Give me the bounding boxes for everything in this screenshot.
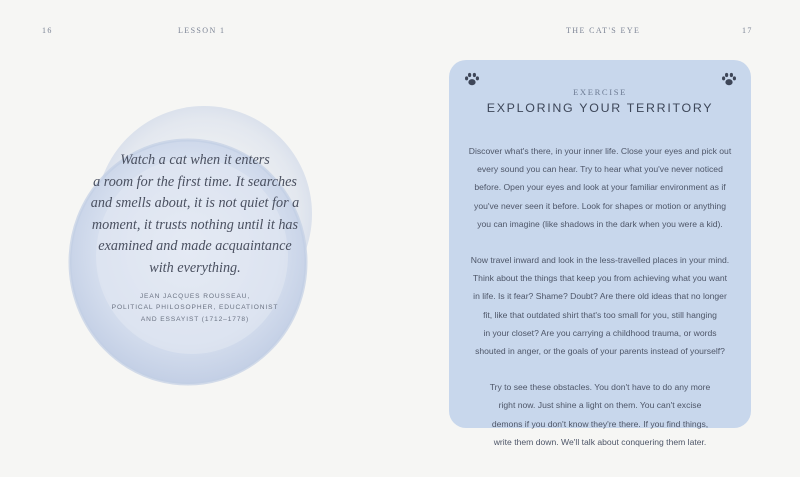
quote-line: examined and made acquaintance	[98, 238, 292, 255]
right-page-number: 17	[742, 26, 753, 35]
exercise-body	[457, 142, 743, 451]
attribution-line: JEAN JACQUES ROUSSEAU,	[139, 292, 251, 300]
quote-line: a room for the first time. It searches	[93, 173, 297, 190]
body-line: you can imagine (like shadows in the dark when you were a kid).	[477, 218, 723, 229]
body-line: Try to see these obstacles. You don't have to do any more	[489, 382, 711, 393]
exercise-paragraph	[457, 251, 743, 360]
exercise-paragraph	[457, 378, 743, 451]
paw-print-icon	[721, 72, 737, 87]
paw-print-icon	[464, 72, 480, 87]
body-line: you've never seen it before. Look for shapes or motion or anything	[474, 200, 726, 211]
body-line: shouted in anger, or the goals of your parents instead of yourself?	[475, 346, 725, 357]
exercise-kicker: EXERCISE	[573, 87, 627, 97]
body-line: Now travel inward and look in the less-travelled places in your mind.	[470, 255, 730, 266]
body-line: in your closet? Are you carrying a childhood trauma, or words	[483, 327, 717, 338]
attribution-line: AND ESSAYIST (1712–1778)	[140, 315, 250, 323]
body-line: right now. Just shine a light on them. You can't excise	[498, 400, 702, 411]
body-line: every sound you can hear. Try to hear what you've never noticed	[477, 164, 723, 175]
body-line: in life. Is it fear? Shame? Doubt? Are there old ideas that no longer	[473, 291, 727, 302]
quote-block	[84, 150, 306, 325]
body-line: Discover what's there, in your inner life. Close your eyes and pick out	[468, 146, 732, 156]
quote-line: moment, it trusts nothing until it has	[91, 216, 299, 233]
attribution-line: POLITICAL PHILOSOPHER, EDUCATIONIST	[111, 304, 279, 312]
quote-line: and smells about, it is not quiet for a	[90, 195, 300, 212]
left-running-head: LESSON 1	[178, 26, 226, 35]
quote-text	[84, 150, 306, 280]
left-page-number: 16	[42, 26, 53, 35]
body-line: fit, like that outdated shirt that's too small for you, still hanging	[483, 309, 717, 320]
quote-line: Watch a cat when it enters	[120, 152, 270, 168]
body-line: write them down. We'll talk about conquering them later.	[493, 436, 707, 447]
right-running-head: THE CAT'S EYE	[566, 26, 641, 35]
exercise-card	[449, 60, 751, 447]
quote-line: with everything.	[149, 259, 241, 276]
exercise-title: EXPLORING YOUR TERRITORY	[486, 101, 714, 115]
body-line: Think about the things that keep you from achieving what you want	[472, 273, 728, 284]
quote-attribution	[84, 291, 306, 326]
body-line: before. Open your eyes and look at your familiar environment as if	[474, 182, 726, 193]
body-line: demons if you don't know they're there. If you find things,	[491, 418, 709, 429]
exercise-paragraph	[457, 142, 743, 233]
